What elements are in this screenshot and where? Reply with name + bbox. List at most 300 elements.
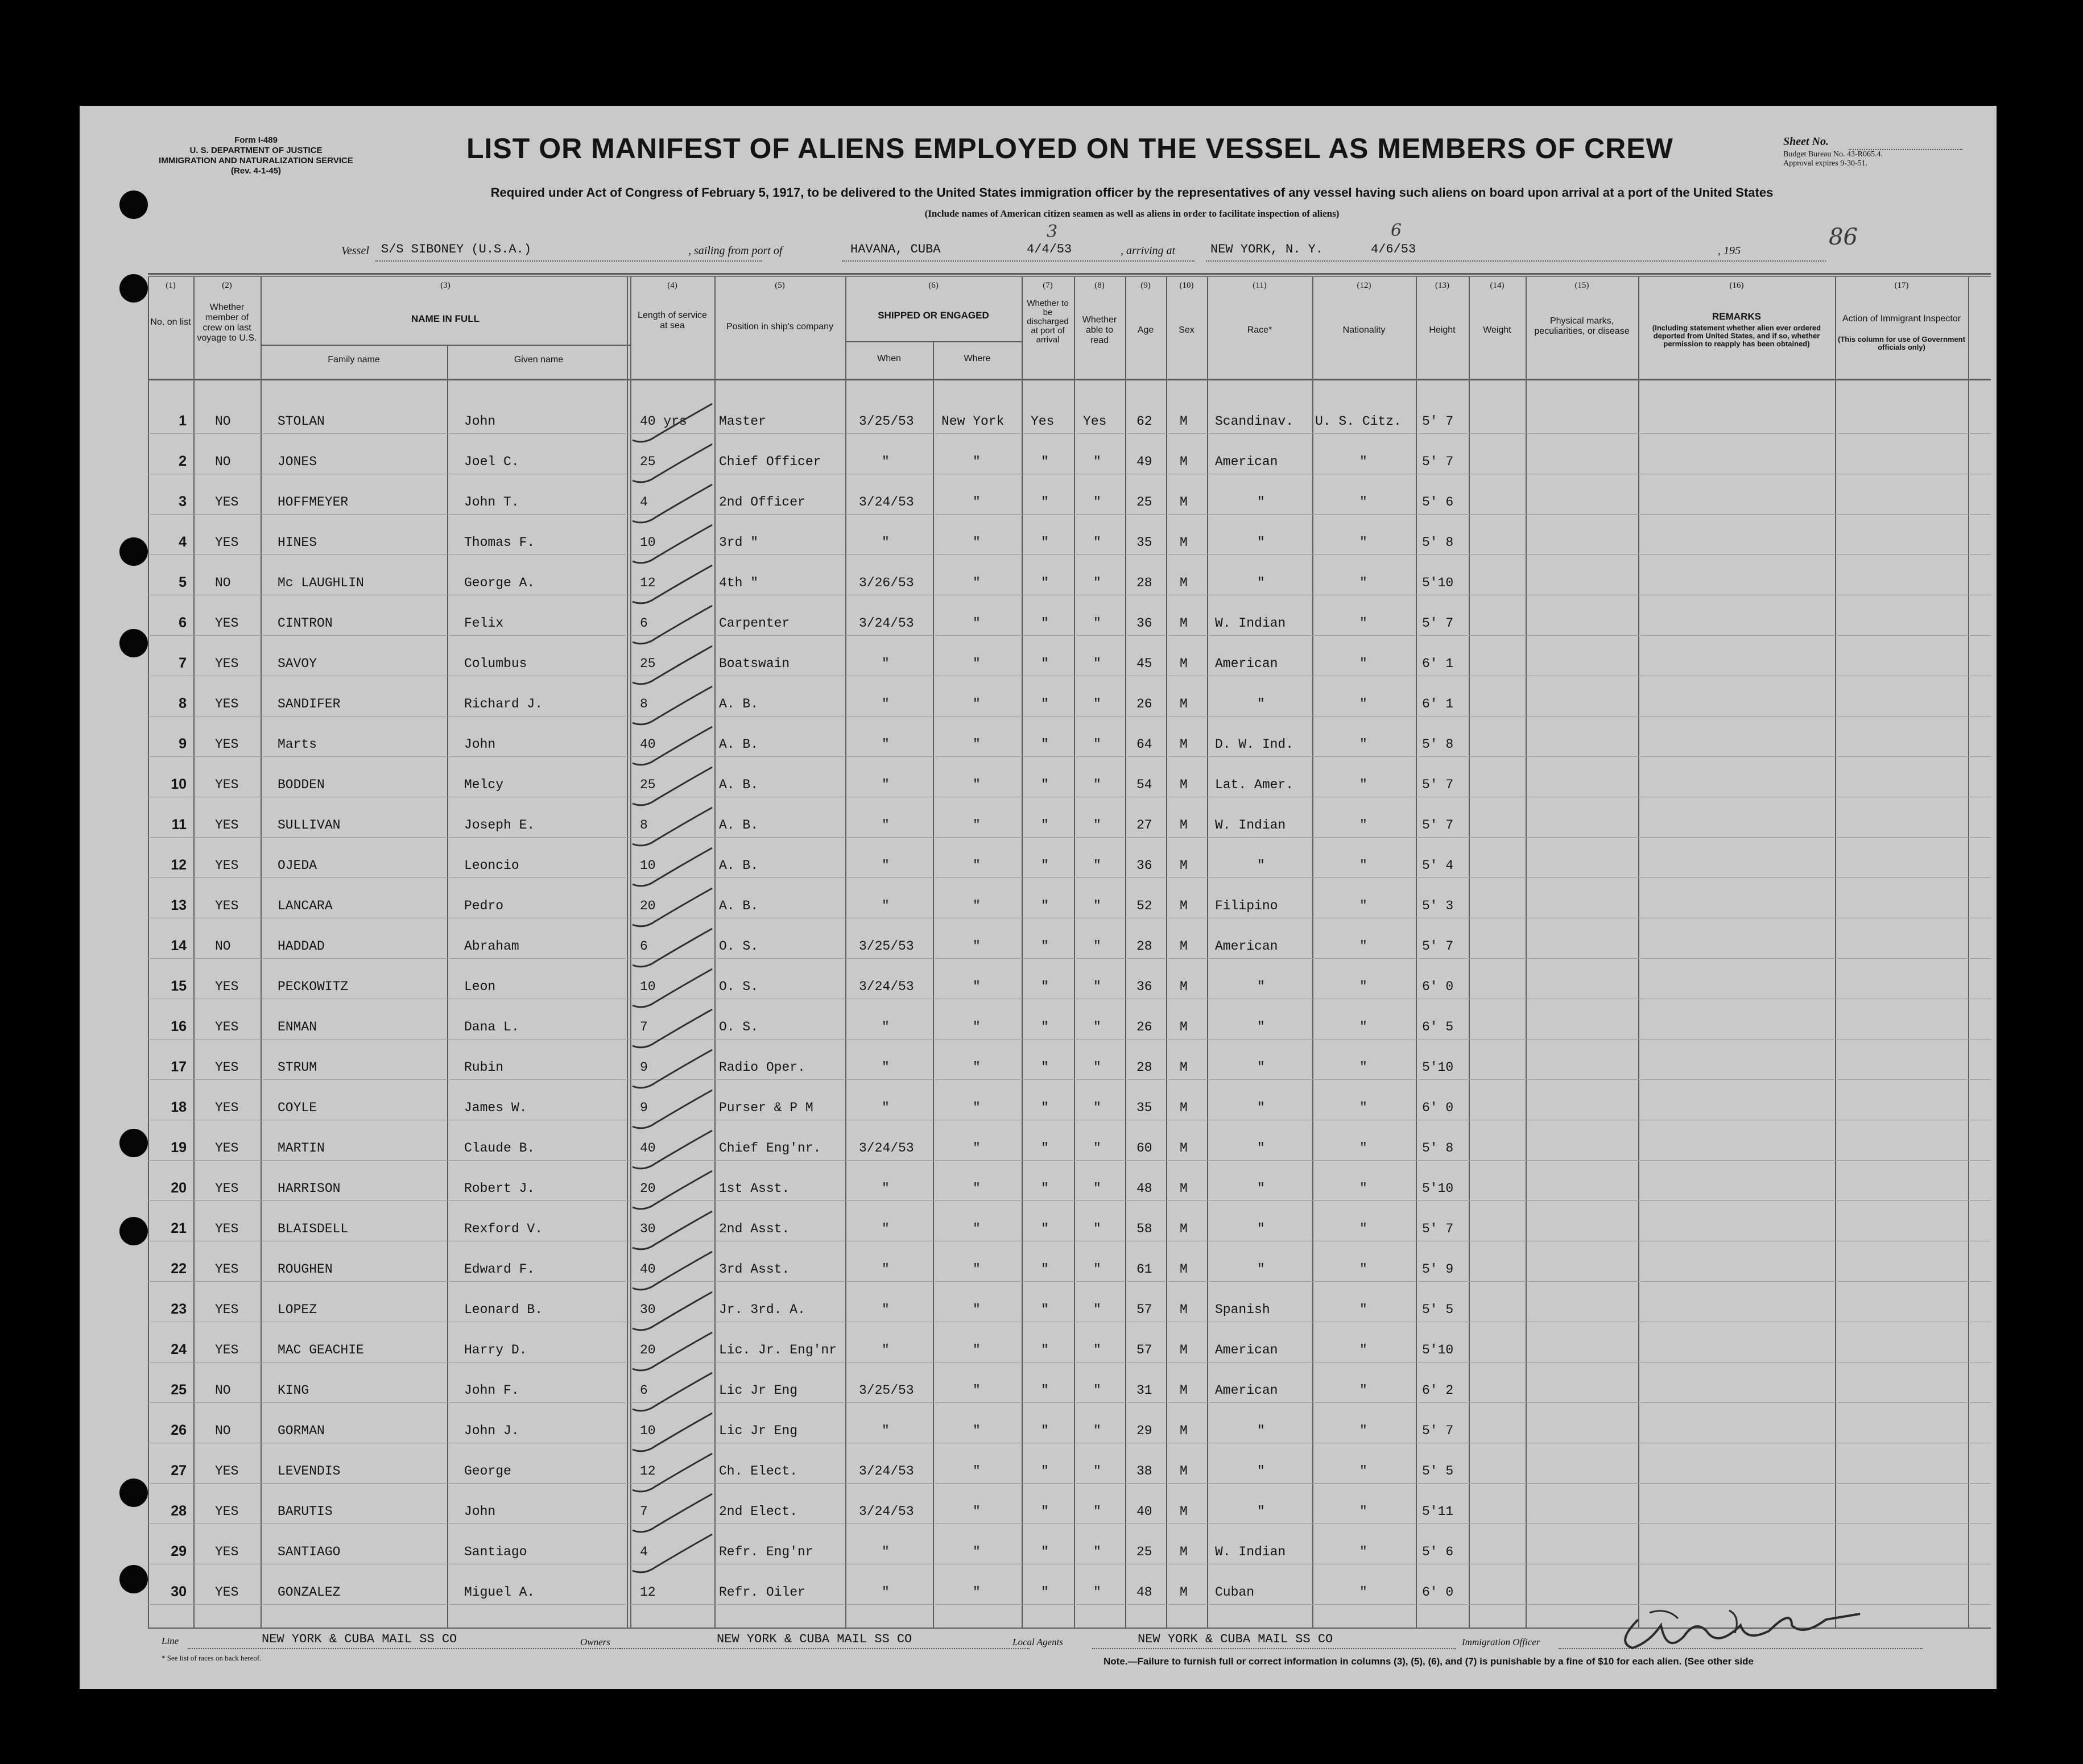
col-num-17: (17) [1894, 281, 1909, 290]
able-read-cell: " [1093, 1343, 1101, 1357]
shipped-when-cell: " [882, 1302, 890, 1317]
age-cell: 48 [1136, 1181, 1152, 1196]
discharged-cell: " [1041, 656, 1049, 671]
discharged-cell: Yes [1031, 414, 1055, 429]
header-no-on-list: No. on list [150, 317, 191, 327]
shipped-where-cell: " [973, 575, 981, 590]
length-service-cell: 8 [640, 697, 648, 711]
given-name-cell: Miguel A. [464, 1585, 535, 1600]
position-cell: Jr. 3rd. A. [719, 1302, 805, 1317]
position-cell: 3rd " [719, 535, 759, 550]
length-service-cell: 10 [640, 858, 656, 873]
age-cell: 40 [1136, 1504, 1152, 1519]
length-service-cell: 8 [640, 818, 648, 833]
discharged-cell: " [1041, 454, 1049, 469]
able-read-cell: " [1093, 939, 1101, 954]
row-number: 7 [179, 655, 187, 671]
length-service-cell: 40 [640, 1262, 656, 1277]
position-cell: 3rd Asst. [719, 1262, 790, 1277]
race-cell: " [1257, 979, 1265, 994]
length-service-cell: 10 [640, 535, 656, 550]
race-cell: Cuban [1215, 1585, 1255, 1600]
age-cell: 36 [1136, 979, 1152, 994]
family-name-cell: LEVENDIS [278, 1464, 341, 1479]
col-num-1: (1) [166, 281, 176, 290]
shipped-where-cell: " [973, 1060, 981, 1075]
shipped-where-cell: " [973, 939, 981, 954]
race-cell: American [1215, 454, 1278, 469]
length-service-cell: 9 [640, 1060, 648, 1075]
shipped-when-cell: " [882, 777, 890, 792]
age-cell: 49 [1136, 454, 1152, 469]
sex-cell: M [1180, 1544, 1188, 1559]
age-cell: 45 [1136, 656, 1152, 671]
col-num-2: (2) [222, 281, 232, 290]
given-name-cell: John [464, 1504, 496, 1519]
position-cell: Lic. Jr. Eng'nr [719, 1343, 837, 1357]
age-cell: 28 [1136, 575, 1152, 590]
department: U. S. DEPARTMENT OF JUSTICE [189, 146, 323, 155]
discharged-cell: " [1041, 939, 1049, 954]
sex-cell: M [1180, 697, 1188, 711]
year-label: , 195 [1718, 245, 1741, 257]
family-name-cell: SANDIFER [278, 697, 341, 711]
shipped-where-cell: " [973, 979, 981, 994]
age-cell: 25 [1136, 495, 1152, 510]
length-service-cell: 12 [640, 1464, 656, 1479]
sex-cell: M [1180, 737, 1188, 752]
col-num-4: (4) [667, 281, 677, 290]
shipped-where-cell: " [973, 1383, 981, 1398]
discharged-cell: " [1041, 1464, 1049, 1479]
given-name-cell: Harry D. [464, 1343, 527, 1357]
given-name-cell: James W. [464, 1100, 527, 1115]
nationality-cell: " [1359, 818, 1367, 833]
nationality-cell: " [1359, 1464, 1367, 1479]
shipped-where-cell: New York [941, 414, 1005, 429]
header-physical-marks: Physical marks, peculiarities, or disease [1534, 316, 1630, 336]
row-number: 18 [171, 1099, 187, 1115]
able-read-cell: " [1093, 1383, 1101, 1398]
race-cell: " [1257, 1181, 1265, 1196]
family-name-cell: GONZALEZ [278, 1585, 341, 1600]
member-cell: YES [215, 1020, 239, 1034]
sailing-date: 4/4/53 [1027, 242, 1072, 256]
member-cell: NO [215, 454, 231, 469]
shipped-when-cell: 3/24/53 [859, 495, 914, 510]
shipped-when-cell: " [882, 737, 890, 752]
shipped-where-cell: " [973, 1302, 981, 1317]
height-cell: 5'10 [1422, 1060, 1454, 1075]
discharged-cell: " [1041, 898, 1049, 913]
header-weight: Weight [1483, 325, 1511, 335]
length-service-cell: 12 [640, 1585, 656, 1600]
member-cell: YES [215, 1181, 239, 1196]
sex-cell: M [1180, 1020, 1188, 1034]
row-number: 29 [171, 1543, 187, 1559]
length-service-cell: 6 [640, 616, 648, 631]
given-name-cell: John [464, 737, 496, 752]
position-cell: Lic Jr Eng [719, 1383, 798, 1398]
family-name-cell: HINES [278, 535, 317, 550]
race-cell: American [1215, 939, 1278, 954]
length-service-cell: 30 [640, 1302, 656, 1317]
discharged-cell: " [1041, 818, 1049, 833]
position-cell: 2nd Elect. [719, 1504, 798, 1519]
length-service-cell: 40 [640, 737, 656, 752]
row-number: 10 [171, 776, 187, 792]
shipped-where-cell: " [973, 1221, 981, 1236]
length-service-cell: 25 [640, 454, 656, 469]
shipped-where-cell: " [973, 1464, 981, 1479]
discharged-cell: " [1041, 777, 1049, 792]
age-cell: 38 [1136, 1464, 1152, 1479]
shipped-when-cell: " [882, 1020, 890, 1034]
family-name-cell: CINTRON [278, 616, 333, 631]
length-service-cell: 4 [640, 1544, 648, 1559]
length-service-cell: 4 [640, 495, 648, 510]
punch-hole [119, 274, 148, 303]
member-cell: YES [215, 656, 239, 671]
nationality-cell: " [1359, 898, 1367, 913]
member-cell: NO [215, 575, 231, 590]
discharged-cell: " [1041, 1181, 1049, 1196]
member-cell: YES [215, 535, 239, 550]
race-cell: " [1257, 1141, 1265, 1156]
height-cell: 5' 4 [1422, 858, 1454, 873]
position-cell: Master [719, 414, 766, 429]
row-number: 1 [179, 413, 187, 429]
length-service-cell: 20 [640, 898, 656, 913]
position-cell: O. S. [719, 1020, 759, 1034]
manifest-title: LIST OR MANIFEST OF ALIENS EMPLOYED ON THE VESSEL AS MEMBERS OF CREW [466, 132, 1673, 164]
shipped-where-cell: " [973, 1343, 981, 1357]
race-cell: American [1215, 1383, 1278, 1398]
given-name-cell: Abraham [464, 939, 519, 954]
age-cell: 27 [1136, 818, 1152, 833]
position-cell: A. B. [719, 858, 759, 873]
member-cell: YES [215, 1544, 239, 1559]
able-read-cell: " [1093, 1464, 1101, 1479]
race-cell: W. Indian [1215, 616, 1286, 631]
age-cell: 26 [1136, 1020, 1152, 1034]
member-cell: YES [215, 1262, 239, 1277]
able-read-cell: " [1093, 697, 1101, 711]
length-service-cell: 9 [640, 1100, 648, 1115]
family-name-cell: PECKOWITZ [278, 979, 349, 994]
arrival-port: NEW YORK, N. Y. [1210, 242, 1324, 256]
family-name-cell: LOPEZ [278, 1302, 317, 1317]
arrival-date-correction: 6 [1391, 221, 1402, 241]
able-read-cell: " [1093, 858, 1101, 873]
age-cell: 61 [1136, 1262, 1152, 1277]
shipped-where-cell: " [973, 535, 981, 550]
given-name-cell: George [464, 1464, 511, 1479]
given-name-cell: Leoncio [464, 858, 519, 873]
header-name-in-full: NAME IN FULL [411, 313, 480, 324]
position-cell: Radio Oper. [719, 1060, 805, 1075]
family-name-cell: GORMAN [278, 1423, 325, 1438]
race-cell: " [1257, 575, 1265, 590]
shipped-when-cell: " [882, 1181, 890, 1196]
height-cell: 5'10 [1422, 1181, 1454, 1196]
able-read-cell: " [1093, 1060, 1101, 1075]
race-cell: " [1257, 1100, 1265, 1115]
height-cell: 5' 7 [1422, 939, 1454, 954]
race-cell: " [1257, 1221, 1265, 1236]
line-label: Line [162, 1635, 179, 1646]
given-name-cell: John J. [464, 1423, 519, 1438]
sex-cell: M [1180, 575, 1188, 590]
discharged-cell: " [1041, 495, 1049, 510]
row-number: 19 [171, 1140, 187, 1156]
given-name-cell: Leon [464, 979, 496, 994]
race-cell: " [1257, 1423, 1265, 1438]
age-cell: 26 [1136, 697, 1152, 711]
able-read-cell: " [1093, 454, 1101, 469]
sex-cell: M [1180, 1585, 1188, 1600]
shipped-where-cell: " [973, 898, 981, 913]
shipped-when-cell: " [882, 1100, 890, 1115]
shipped-where-cell: " [973, 656, 981, 671]
able-read-cell: " [1093, 1423, 1101, 1438]
family-name-cell: MARTIN [278, 1141, 325, 1156]
height-cell: 5' 6 [1422, 495, 1454, 510]
punch-hole [119, 191, 148, 219]
height-cell: 5' 7 [1422, 414, 1454, 429]
nationality-cell: U. S. Citz. [1315, 414, 1402, 429]
shipped-where-cell: " [973, 1504, 981, 1519]
nationality-cell: " [1359, 535, 1367, 550]
height-cell: 5' 6 [1422, 1544, 1454, 1559]
race-cell: Filipino [1215, 898, 1278, 913]
sex-cell: M [1180, 1504, 1188, 1519]
race-cell: " [1257, 1504, 1265, 1519]
punch-hole [119, 537, 148, 566]
able-read-cell: " [1093, 1302, 1101, 1317]
age-cell: 48 [1136, 1585, 1152, 1600]
family-name-cell: HADDAD [278, 939, 325, 954]
height-cell: 5' 3 [1422, 898, 1454, 913]
discharged-cell: " [1041, 1585, 1049, 1600]
sex-cell: M [1180, 1464, 1188, 1479]
shipped-where-cell: " [973, 737, 981, 752]
shipped-when-cell: " [882, 1544, 890, 1559]
row-number: 28 [171, 1503, 187, 1519]
nationality-cell: " [1359, 1221, 1367, 1236]
sex-cell: M [1180, 777, 1188, 792]
given-name-cell: Columbus [464, 656, 527, 671]
age-cell: 36 [1136, 616, 1152, 631]
race-cell: American [1215, 1343, 1278, 1357]
sex-cell: M [1180, 656, 1188, 671]
height-cell: 6' 0 [1422, 1100, 1454, 1115]
member-cell: YES [215, 495, 239, 510]
family-name-cell: JONES [278, 454, 317, 469]
sailing-port: HAVANA, CUBA [850, 242, 941, 256]
officer-label: Immigration Officer [1462, 1637, 1540, 1647]
discharged-cell: " [1041, 1302, 1049, 1317]
family-name-cell: Marts [278, 737, 317, 752]
able-read-cell: " [1093, 898, 1101, 913]
col-num-7: (7) [1043, 281, 1053, 290]
able-read-cell: Yes [1083, 414, 1107, 429]
col-num-3: (3) [440, 281, 451, 290]
member-cell: NO [215, 414, 231, 429]
member-cell: YES [215, 616, 239, 631]
shipped-when-cell: " [882, 1060, 890, 1075]
shipped-where-cell: " [973, 1100, 981, 1115]
punch-hole [119, 1565, 148, 1593]
race-cell: W. Indian [1215, 818, 1286, 833]
height-cell: 5' 9 [1422, 1262, 1454, 1277]
able-read-cell: " [1093, 1585, 1101, 1600]
agents-label: Local Agents [1012, 1637, 1063, 1647]
shipped-where-cell: " [973, 1423, 981, 1438]
shipped-when-cell: " [882, 818, 890, 833]
col-num-13: (13) [1435, 281, 1449, 290]
able-read-cell: " [1093, 1181, 1101, 1196]
given-name-cell: Rubin [464, 1060, 504, 1075]
race-cell: Scandinav. [1215, 414, 1294, 429]
able-read-cell: " [1093, 495, 1101, 510]
sex-cell: M [1180, 1181, 1188, 1196]
row-number: 6 [179, 615, 187, 631]
position-cell: O. S. [719, 979, 759, 994]
shipped-where-cell: " [973, 454, 981, 469]
height-cell: 6' 0 [1422, 979, 1454, 994]
able-read-cell: " [1093, 1262, 1101, 1277]
nationality-cell: " [1359, 939, 1367, 954]
race-cell: D. W. Ind. [1215, 737, 1294, 752]
discharged-cell: " [1041, 1504, 1049, 1519]
shipped-when-cell: " [882, 656, 890, 671]
height-cell: 5' 5 [1422, 1464, 1454, 1479]
col-num-16: (16) [1729, 281, 1744, 290]
sex-cell: M [1180, 939, 1188, 954]
header-sex: Sex [1179, 325, 1195, 335]
able-read-cell: " [1093, 656, 1101, 671]
owners-value: NEW YORK & CUBA MAIL SS CO [717, 1632, 912, 1646]
row-number: 15 [171, 978, 187, 994]
header-length-service: Length of service at sea [638, 310, 707, 330]
owners-label: Owners [580, 1637, 610, 1647]
position-cell: 4th " [719, 575, 759, 590]
member-cell: YES [215, 858, 239, 873]
nationality-cell: " [1359, 1423, 1367, 1438]
family-name-cell: SULLIVAN [278, 818, 341, 833]
member-cell: YES [215, 1343, 239, 1357]
position-cell: Ch. Elect. [719, 1464, 798, 1479]
height-cell: 5' 7 [1422, 1221, 1454, 1236]
member-cell: YES [215, 777, 239, 792]
shipped-where-cell: " [973, 1181, 981, 1196]
family-name-cell: BLAISDELL [278, 1221, 349, 1236]
nationality-cell: " [1359, 1504, 1367, 1519]
shipped-when-cell: " [882, 1343, 890, 1357]
shipped-when-cell: " [882, 697, 890, 711]
able-read-cell: " [1093, 777, 1101, 792]
shipped-when-cell: " [882, 535, 890, 550]
header-nationality: Nationality [1342, 325, 1386, 335]
able-read-cell: " [1093, 1141, 1101, 1156]
sex-cell: M [1180, 495, 1188, 510]
shipped-where-cell: " [973, 1544, 981, 1559]
age-cell: 64 [1136, 737, 1152, 752]
punch-hole [119, 629, 148, 657]
given-name-cell: John T. [464, 495, 519, 510]
height-cell: 5'10 [1422, 1343, 1454, 1357]
col-num-11: (11) [1253, 281, 1267, 290]
height-cell: 5' 8 [1422, 737, 1454, 752]
header-family-name: Family name [328, 355, 380, 365]
race-cell: " [1257, 535, 1265, 550]
budget-bureau: Budget Bureau No. 43-R065.4. [1783, 150, 1883, 159]
member-cell: YES [215, 697, 239, 711]
given-name-cell: Joel C. [464, 454, 519, 469]
row-number: 24 [171, 1341, 187, 1357]
able-read-cell: " [1093, 1020, 1101, 1034]
nationality-cell: " [1359, 858, 1367, 873]
family-name-cell: BARUTIS [278, 1504, 333, 1519]
arrival-date: 4/6/53 [1371, 242, 1416, 256]
able-read-cell: " [1093, 575, 1101, 590]
row-number: 25 [171, 1382, 187, 1398]
discharged-cell: " [1041, 616, 1049, 631]
col-num-14: (14) [1490, 281, 1505, 290]
able-read-cell: " [1093, 535, 1101, 550]
sex-cell: M [1180, 535, 1188, 550]
discharged-cell: " [1041, 1020, 1049, 1034]
height-cell: 5' 8 [1422, 535, 1454, 550]
row-number: 22 [171, 1261, 187, 1277]
row-number: 8 [179, 695, 187, 711]
position-cell: A. B. [719, 777, 759, 792]
given-name-cell: Rexford V. [464, 1221, 543, 1236]
sailing-label: , sailing from port of [688, 245, 783, 257]
shipped-where-cell: " [973, 1585, 981, 1600]
member-cell: YES [215, 818, 239, 833]
shipped-where-cell: " [973, 1141, 981, 1156]
age-cell: 52 [1136, 898, 1152, 913]
sex-cell: M [1180, 979, 1188, 994]
shipped-where-cell: " [973, 777, 981, 792]
service: IMMIGRATION AND NATURALIZATION SERVICE [159, 156, 353, 165]
position-cell: A. B. [719, 697, 759, 711]
nationality-cell: " [1359, 656, 1367, 671]
able-read-cell: " [1093, 1100, 1101, 1115]
member-cell: NO [215, 939, 231, 954]
nationality-cell: " [1359, 1302, 1367, 1317]
given-name-cell: Pedro [464, 898, 504, 913]
given-name-cell: Richard J. [464, 697, 543, 711]
header-where: Where [964, 354, 991, 363]
nationality-cell: " [1359, 575, 1367, 590]
height-cell: 6' 2 [1422, 1383, 1454, 1398]
length-service-cell: 20 [640, 1181, 656, 1196]
member-cell: YES [215, 1302, 239, 1317]
family-name-cell: KING [278, 1383, 309, 1398]
height-cell: 5'11 [1422, 1504, 1454, 1519]
nationality-cell: " [1359, 1343, 1367, 1357]
discharged-cell: " [1041, 575, 1049, 590]
row-number: 2 [179, 453, 187, 469]
header-age: Age [1137, 325, 1154, 335]
shipped-where-cell: " [973, 697, 981, 711]
line-value: NEW YORK & CUBA MAIL SS CO [262, 1632, 457, 1646]
age-cell: 35 [1136, 535, 1152, 550]
col-num-8: (8) [1094, 281, 1105, 290]
